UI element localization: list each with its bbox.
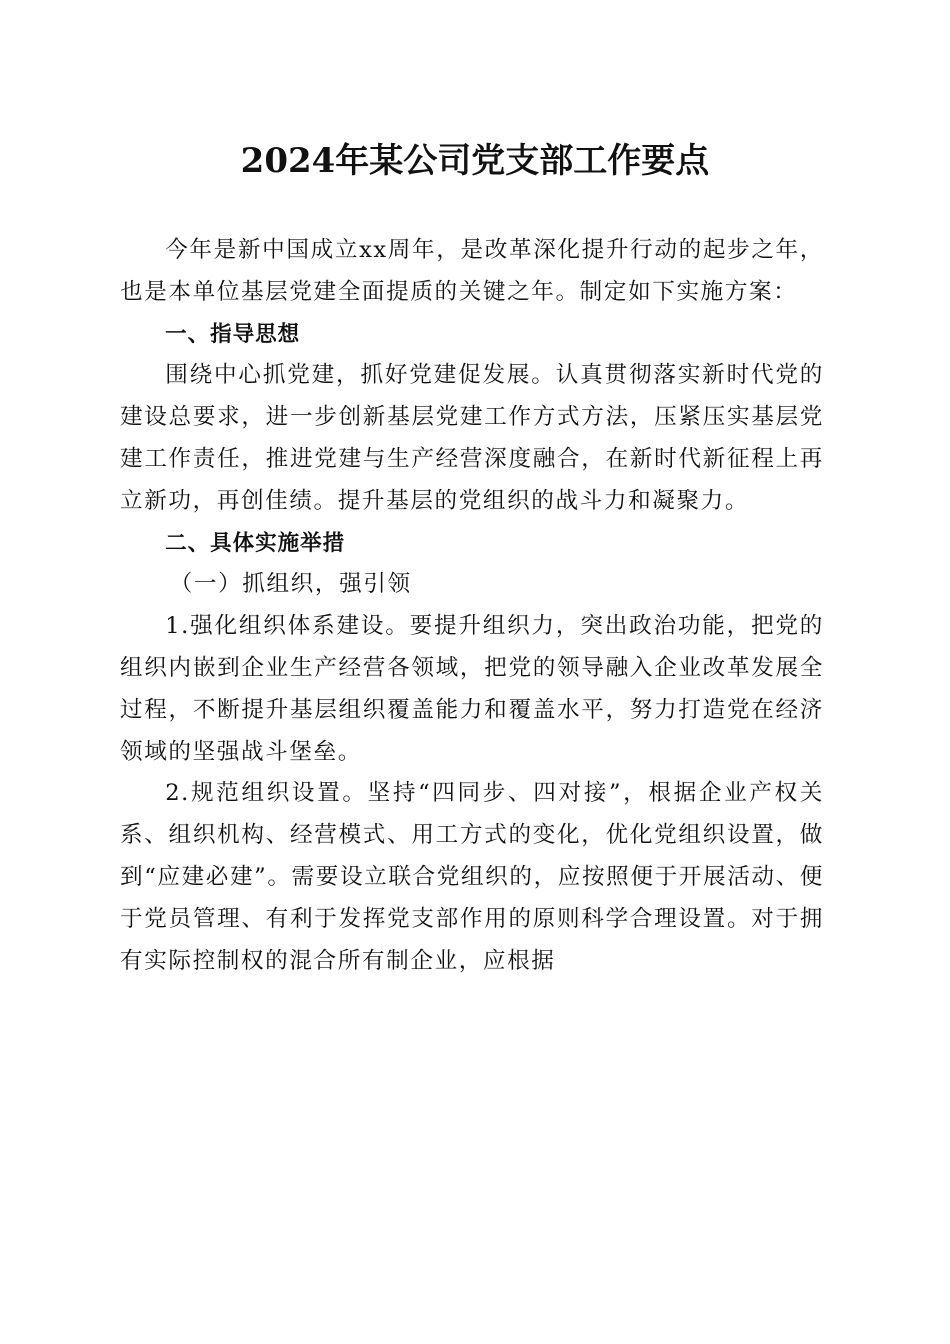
measure-item-2: 2.规范组织设置。坚持“四同步、四对接”，根据企业产权关系、组织机构、经营模式、用工方式的变化，优化党组织设置，做到“应建必建”。需要设立联合党组织的，应按照便于开展活动、便于党员管理、有利于发挥党支部作用的原则科学合理设置。对于拥有实际控制权的混合所有制企业，应根据 — [120, 780, 824, 974]
guiding-thought-paragraph: 围绕中心抓党建，抓好党建促发展。认真贯彻落实新时代党的建设总要求，进一步创新基层党建工作方式方法，压紧压实基层党建工作责任，推进党建与生产经营深度融合，在新时代新征程上再立新功，再创佳绩。提升基层的党组织的战斗力和凝聚力。 — [120, 362, 824, 514]
section-heading-measures: 二、具体实施举措 — [165, 530, 346, 556]
measure-item-1: 1.强化组织体系建设。要提升组织力，突出政治功能，把党的组织内嵌到企业生产经营各领域，把党的领导融入企业改革发展全过程，不断提升基层组织覆盖能力和覆盖水平，努力打造党在经济领域的坚强战斗堡垒。 — [120, 613, 824, 765]
section-heading-guiding-thought: 一、指导思想 — [165, 321, 301, 347]
subsection-heading-organization: （一）抓组织，强引领 — [169, 571, 412, 598]
document-title: 2024年某公司党支部工作要点 — [240, 141, 710, 181]
document-body — [120, 230, 824, 982]
intro-paragraph: 今年是新中国成立xx周年，是改革深化提升行动的起步之年，也是本单位基层党建全面提质的关键之年。制定如下实施方案： — [120, 237, 824, 305]
